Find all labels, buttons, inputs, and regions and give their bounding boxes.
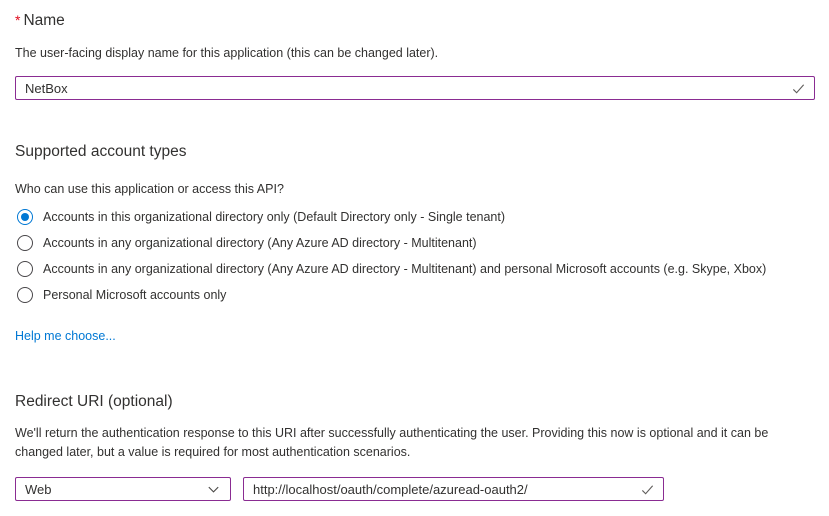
- redirect-uri-title: Redirect URI (optional): [15, 393, 173, 410]
- redirect-uri-input[interactable]: [243, 477, 664, 501]
- redirect-uri-section: [15, 392, 815, 501]
- radio-icon: [17, 235, 33, 251]
- platform-select[interactable]: [15, 477, 231, 501]
- radio-option-label: Accounts in any organizational directory (Any Azure AD directory - Multitenant) and personal Microsoft accounts (e.g. Skype, Xbox): [43, 262, 767, 276]
- account-types-title: Supported account types: [15, 143, 187, 160]
- redirect-uri-input-wrap: [243, 477, 664, 501]
- radio-option-multitenant-personal[interactable]: [15, 256, 815, 282]
- radio-icon: [17, 209, 33, 225]
- required-asterisk: *: [15, 12, 21, 28]
- name-input[interactable]: [15, 76, 815, 100]
- radio-option-label: Personal Microsoft accounts only: [43, 288, 227, 302]
- redirect-uri-description: We'll return the authentication response to this URI after successfully authenticating the user. Providing this now is optional and it can be changed later, but a value is required for most authentication scenarios.: [15, 426, 769, 459]
- account-types-radio-group: [15, 204, 815, 308]
- name-description: The user-facing display name for this application (this can be changed later).: [15, 46, 439, 60]
- account-types-question: Who can use this application or access this API?: [15, 182, 284, 196]
- radio-icon: [17, 261, 33, 277]
- name-section-title-text: Name: [23, 12, 65, 29]
- radio-option-single-tenant[interactable]: [15, 204, 815, 230]
- radio-option-personal-only[interactable]: [15, 282, 815, 308]
- name-section-title: [15, 10, 815, 31]
- name-input-wrap: [15, 76, 815, 100]
- account-types-section: [15, 142, 815, 345]
- redirect-uri-row: [15, 477, 815, 501]
- radio-icon: [17, 287, 33, 303]
- platform-select-value: Web: [25, 481, 52, 497]
- radio-option-multitenant[interactable]: [15, 230, 815, 256]
- radio-option-label: Accounts in this organizational directory only (Default Directory only - Single tenant): [43, 210, 506, 224]
- radio-option-label: Accounts in any organizational directory (Any Azure AD directory - Multitenant): [43, 236, 477, 250]
- help-me-choose-link[interactable]: Help me choose...: [15, 329, 116, 343]
- chevron-down-icon: [205, 481, 221, 497]
